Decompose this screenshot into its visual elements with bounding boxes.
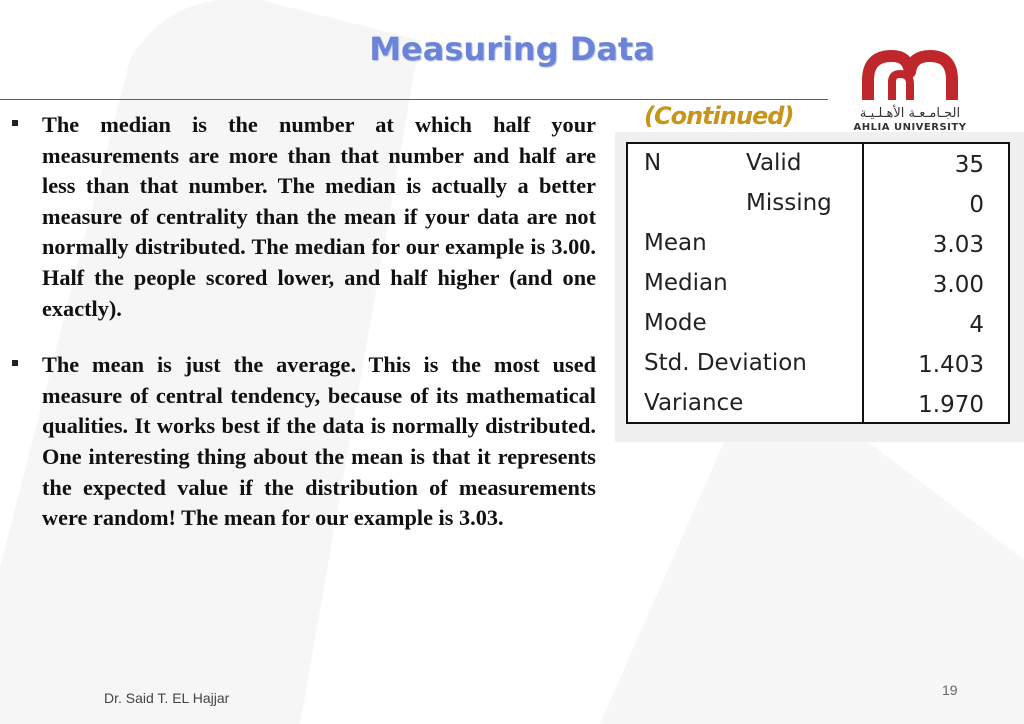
bullet-item-mean [12,350,596,534]
row-sublabel: Valid [746,150,802,176]
logo-arabic-name: الجـامـعـة الأهـلـيـة [859,106,961,121]
row-sublabel: Missing [746,190,832,216]
title-divider [0,99,828,100]
table-row [628,186,1008,226]
table-row [628,386,1008,426]
row-value: 0 [969,192,984,218]
row-label: Mean [644,230,707,256]
row-label: Std. Deviation [644,350,807,376]
row-value: 35 [954,152,984,178]
logo-mark-icon [846,50,974,106]
row-label: Variance [644,390,744,416]
continued-label: (Continued) [644,102,794,130]
row-value: 3.03 [932,232,984,258]
page-number: 19 [942,682,958,698]
table-row [628,306,1008,346]
row-label: N [644,150,662,176]
row-value: 1.970 [918,392,984,418]
bullet-list [12,110,596,560]
bullet-square-icon [12,360,18,366]
logo-english-name: AHLIA UNIVERSITY [853,122,967,131]
slide-title: Measuring Data [369,30,655,68]
table-row [628,266,1008,306]
bullet-text: The mean is just the average. This is the most used measure of central tendency, because of its mathematical qualities. It works best if the data is normally distributed. One interesting thing about the mean is that it represents the expected value if the distribution of measurements were random! The mean for our example is 3.03. [42,352,596,531]
row-value: 1.403 [918,352,984,378]
row-label: Mode [644,310,707,336]
row-value: 4 [969,312,984,338]
university-logo [846,50,974,130]
row-value: 3.00 [932,272,984,298]
table-row [628,226,1008,266]
row-label: Median [644,270,728,296]
author-footer: Dr. Said T. EL Hajjar [104,690,230,706]
table-row [628,146,1008,186]
bullet-text: The median is the number at which half your measurements are more than that number and half are less than that number. The median is actually a better measure of centrality than the mean if your data are not normally distributed. The median for our example is 3.00. Half the people scored lower, and half higher (and one exactly). [42,112,596,321]
bullet-item-median [12,110,596,324]
statistics-table [626,142,1010,424]
table-row [628,346,1008,386]
bullet-square-icon [12,120,18,126]
